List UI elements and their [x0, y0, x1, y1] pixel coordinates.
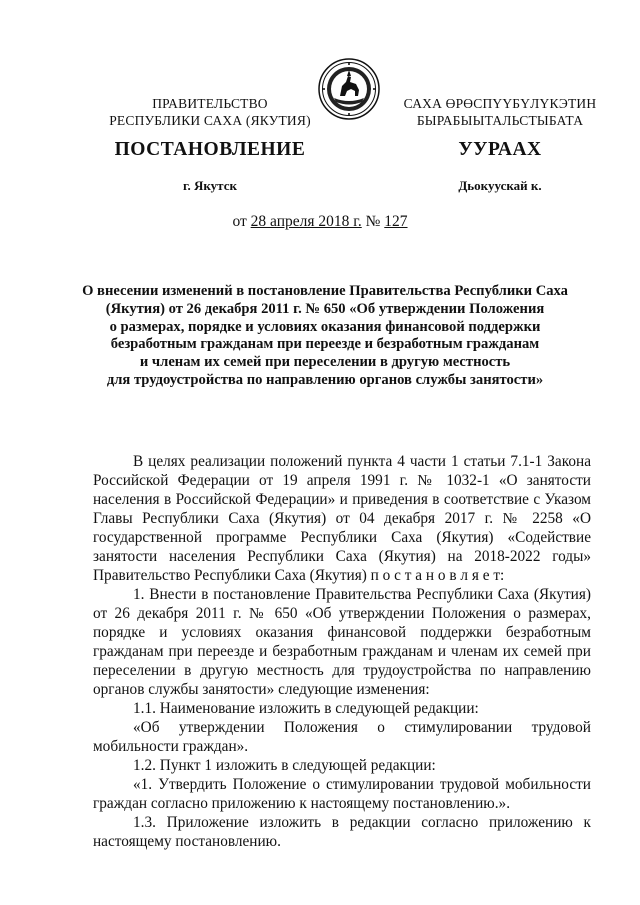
government-name-ru — [90, 95, 330, 129]
title-line: и членам их семей при переселении в другую местность — [139, 354, 511, 371]
document-title — [60, 283, 590, 390]
government-name-sakha — [380, 95, 620, 129]
document-number: 127 — [384, 213, 408, 230]
clause-1-paragraph: 1. Внести в постановление Правительства Республики Саха (Якутия) от 26 декабря 2011 г. № 650 «Об утверждении Положения о размерах, порядке и условиях оказания финансовой поддержки безработным гражданам при переезде и безработным гражданам и членам их семей при переселении в другую местность для трудоустройства по направлению органов службы занятости» следующие изменения: — [93, 586, 591, 698]
title-line: для трудоустройства по направлению органов службы занятости» — [106, 371, 544, 388]
date-and-number — [0, 213, 640, 231]
title-line: О внесении изменений в постановление Правительства Республики Саха — [82, 283, 568, 299]
city-ru: г. Якутск — [183, 178, 237, 193]
city-sakha: Дьокуускай к. — [458, 178, 542, 193]
clause-1-2-paragraph: 1.2. Пункт 1 изложить в следующей редакции: — [133, 757, 436, 774]
header-left-line2: РЕСПУБЛИКИ САХА (ЯКУТИЯ) — [109, 113, 311, 128]
title-line: (Якутия) от 26 декабря 2011 г. № 650 «Об утверждении Положения — [105, 300, 545, 317]
clause-1-1-paragraph: 1.1. Наименование изложить в следующей редакции: — [133, 700, 479, 717]
clause-1-2-quote: «1. Утвердить Положение о стимулировании трудовой мобильности граждан согласно приложению к настоящему постановлению.». — [93, 776, 591, 812]
header-right-line2: БЫРАБЫЫТАЛЬСТЫБАТА — [416, 113, 584, 128]
clause-1-3-paragraph: 1.3. Приложение изложить в редакции согласно приложению к настоящему постановлению. — [93, 814, 591, 850]
number-sign: № — [361, 213, 385, 230]
preamble-paragraph: В целях реализации положений пункта 4 части 1 статьи 7.1-1 Закона Российской Федерации от 19 апреля 1991 г. № 1032-1 «О занятости населения в Российской Федерации» и приведения в соответствие с Указом Главы Республики Саха (Якутия) от 04 декабря 2017 г. № 2258 «О государственной программе Республики Саха (Якутия) «Содействие занятости населения Республики Саха (Якутия) на 2018-2022 годы» Правительство Республики Саха (Якутия) п о с т а н о в л я е т: — [93, 453, 591, 584]
document-type-ru: ПОСТАНОВЛЕНИЕ — [114, 139, 306, 160]
title-line: безработным гражданам при переезде и безработным гражданам — [110, 336, 540, 353]
header-right-line1: САХА ӨРӨСПҮҮБҮЛҮКЭТИН — [403, 96, 597, 111]
coat-of-arms-emblem — [318, 58, 380, 120]
document-body — [93, 452, 591, 851]
clause-1-1-quote: «Об утверждении Положения о стимулировании трудовой мобильности граждан». — [93, 719, 591, 755]
document-type-sakha: УУРААХ — [458, 139, 542, 160]
document-date: 28 апреля 2018 г. — [250, 213, 362, 230]
header-left-line1: ПРАВИТЕЛЬСТВО — [152, 96, 268, 111]
title-line: о размерах, порядке и условиях оказания финансовой поддержки — [109, 318, 541, 335]
date-prefix: от — [232, 213, 251, 230]
